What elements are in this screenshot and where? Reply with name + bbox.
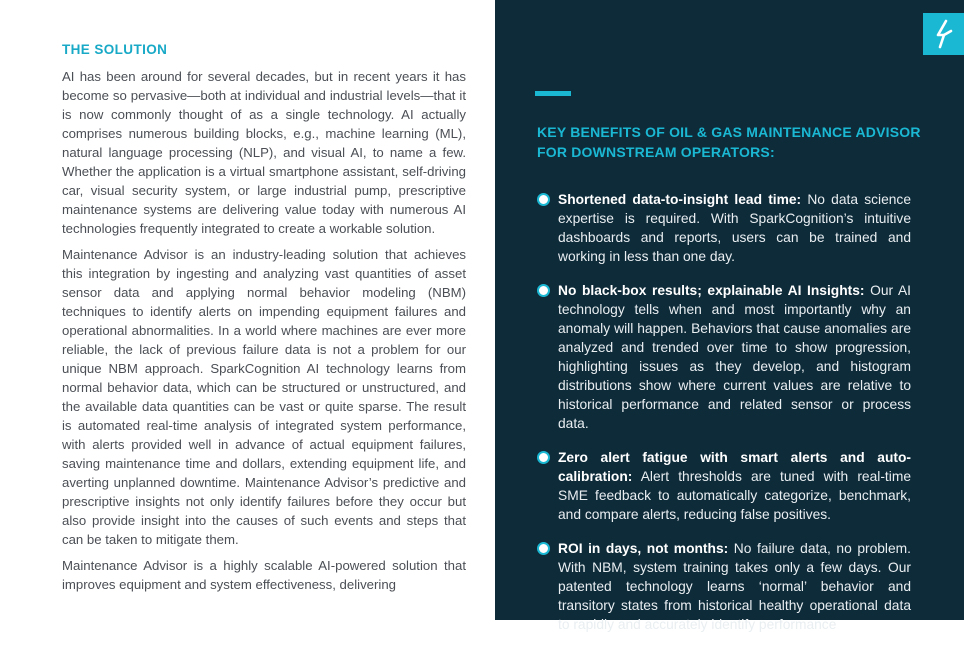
bolt-icon bbox=[931, 19, 957, 49]
benefit-title: ROI in days, not months: bbox=[558, 541, 729, 556]
list-item bbox=[535, 281, 911, 433]
bullet-icon bbox=[537, 284, 550, 297]
solution-body bbox=[62, 67, 466, 601]
list-item bbox=[535, 190, 911, 266]
paragraph: AI has been around for several decades, but in recent years it has become so pervasive—both at individual and industrial levels—that it is now commonly thought of as a single technology. AI actually comprises numerous building blocks, e.g., machine learning (ML), natural language processing (NLP), and visual AI, to name a few. Whether the application is a virtual smartphone assistant, self-driving car, visual security system, or large industrial pump, prescriptive maintenance systems are delivering value today with numerous AI technologies frequently integrated to create a workable solution. bbox=[62, 69, 466, 236]
benefits-list bbox=[535, 190, 911, 649]
bullet-icon bbox=[537, 542, 550, 555]
benefit-text: No data science expertise is required. With SparkCognition’s intuitive dashboards and reports, users can be trained and working in less than one day. bbox=[558, 192, 911, 264]
benefits-heading: KEY BENEFITS OF OIL & GAS MAINTENANCE ADVISOR FOR DOWNSTREAM OPERATORS: bbox=[537, 124, 921, 160]
benefit-text: Alert thresholds are tuned with real-time SME feedback to automatically categorize, benchmark, and compare alerts, reducing false positives. bbox=[558, 469, 911, 522]
paragraph: Maintenance Advisor is a highly scalable AI-powered solution that improves equipment and system effectiveness, delivering bbox=[62, 558, 466, 592]
benefit-title: Zero alert fatigue with smart alerts and auto-calibration: bbox=[558, 450, 911, 484]
paragraph: Maintenance Advisor is an industry-leading solution that achieves this integration by ingesting and analyzing vast quantities of asset sensor data and applying normal behavior modeling (NBM) techniques to identify alerts on impending equipment failures and operational abnormalities. In a world where machines are ever more reliable, the lack of previous failure data is not a problem for our unique NBM approach. SparkCognition AI technology learns from normal behavior data, which can be structured or unstructured, and the available data quantities can be vast or quite sparse. The result is automated real-time analysis of integrated system performance, with alerts provided well in advance of actual equipment failures, saving maintenance time and dollars, extending equipment life, and averting unplanned downtime. Maintenance Advisor’s predictive and prescriptive insights not only identify failures before they occur but also provide insight into the causes of such events and steps that can be taken to mitigate them. bbox=[62, 247, 466, 547]
solution-column bbox=[0, 0, 495, 620]
bullet-icon bbox=[537, 451, 550, 464]
accent-divider bbox=[535, 91, 571, 96]
list-item bbox=[535, 539, 911, 634]
benefit-title: Shortened data-to-insight lead time: bbox=[558, 192, 802, 207]
list-item bbox=[535, 448, 911, 524]
benefits-panel bbox=[495, 0, 964, 632]
sparkcognition-logo-icon bbox=[923, 13, 964, 55]
bullet-icon bbox=[537, 193, 550, 206]
benefit-text: Our AI technology tells when and most importantly why an anomaly will happen. Behaviors that cause anomalies are analyzed and trended over time to show progression, highlighting issues as they develop, and histogram distributions show where current values are relative to historical performance and related sensor or process data. bbox=[558, 283, 911, 431]
section-heading: THE SOLUTION bbox=[62, 42, 168, 57]
benefit-title: No black-box results; explainable AI Insights: bbox=[558, 283, 865, 298]
benefit-text: No failure data, no problem. With NBM, system training takes only a few days. Our patented technology learns ‘normal’ behavior and transitory states from historical healthy operational data to rapidly and accurately identify performance bbox=[558, 541, 911, 632]
